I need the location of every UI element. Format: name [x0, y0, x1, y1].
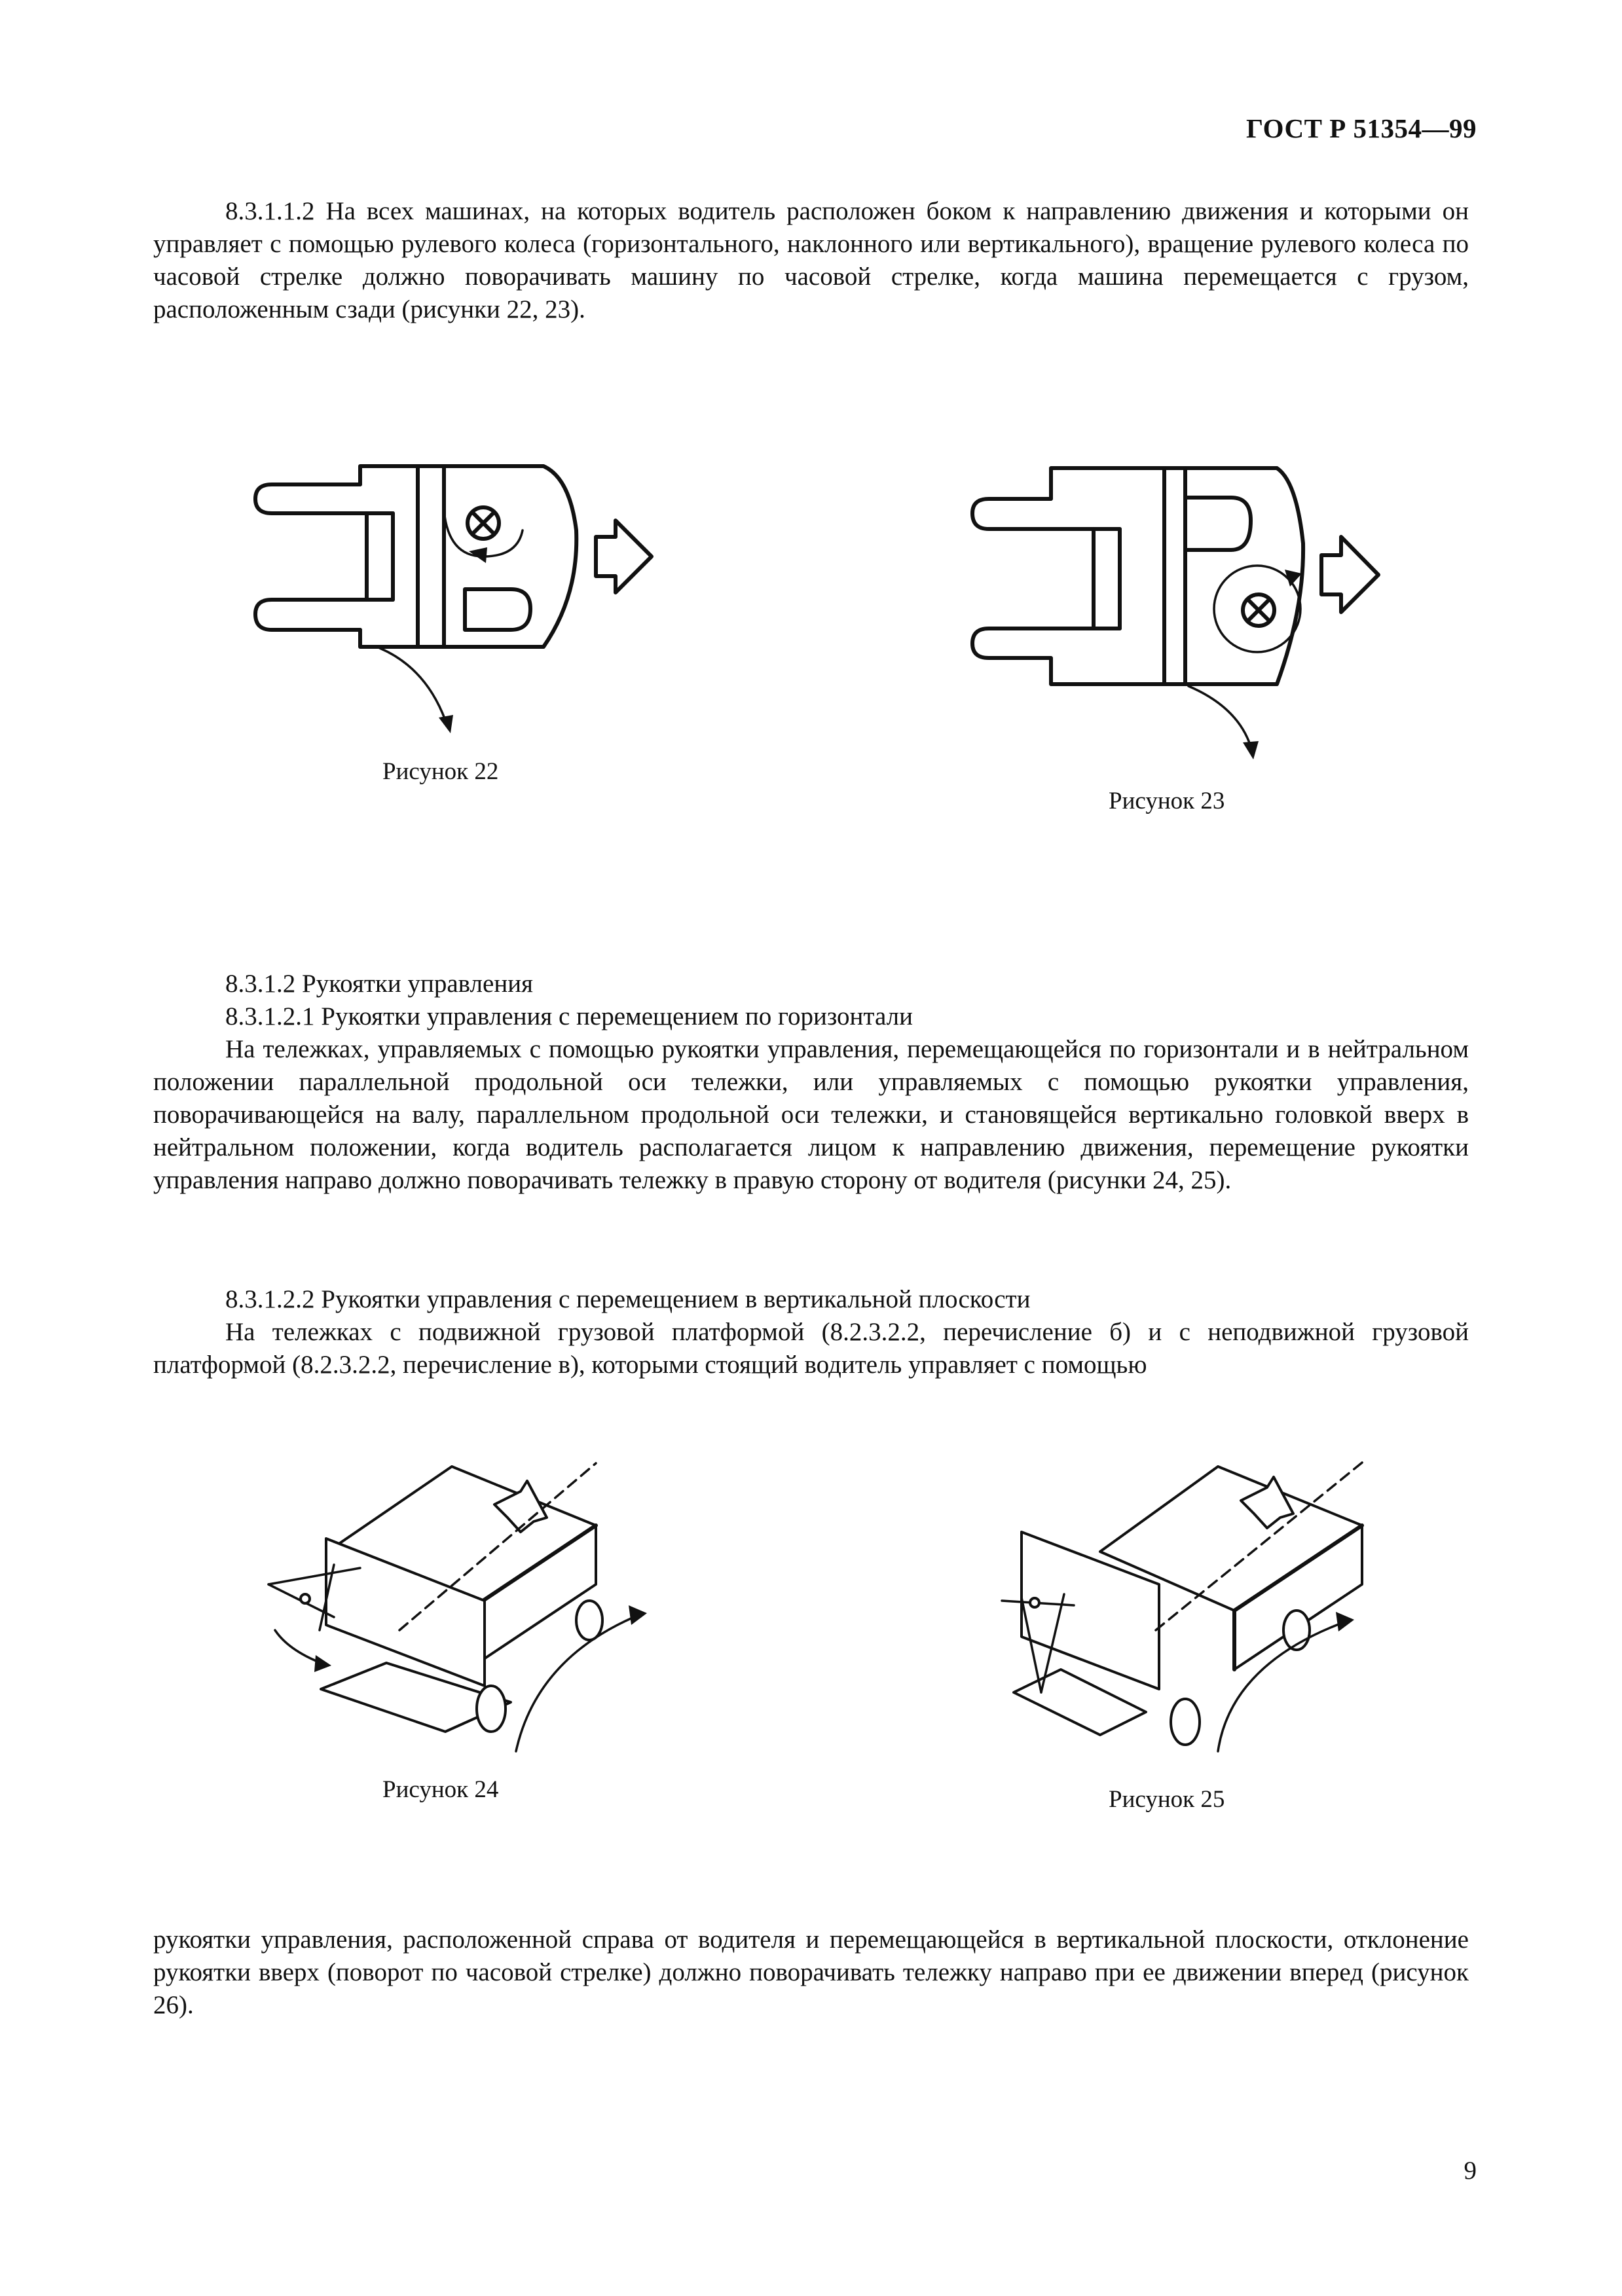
- paragraph: 8.3.1.2 Рукоятки управления: [225, 970, 533, 998]
- figure-25-caption: Рисунок 25: [1109, 1786, 1225, 1813]
- figure-22-caption: Рисунок 22: [382, 758, 499, 785]
- section-continuation: [153, 1923, 1469, 2022]
- figure-25-drawing: [982, 1453, 1401, 1755]
- paragraph: рукоятки управления, расположенной справа от водителя и перемещающейся в вертикальной плоскости, отклонение рукоятки вверх (поворот по часовой стрелке) должно поворачивать тележку направо при ее движении вперед (рисунок 26).: [153, 1925, 1469, 2019]
- paragraph: На тележках, управляемых с помощью рукоятки управления, перемещающейся по горизонтали и в нейтральном положении параллельной продольной оси тележки, или управляемых с помощью рукоятки управления, поворачивающейся на валу, параллельном продольной оси тележки, и становящейся вертикально головкой вверх в нейтральном положении, когда водитель располагается лицом к направлению движения, перемещение рукоятки управления направо должно поворачивать тележку в правую сторону от водителя (рисунки 24, 25).: [153, 1035, 1469, 1194]
- figure-22-drawing: [242, 458, 674, 740]
- section-8-3-1-1-2: [153, 195, 1469, 326]
- figure-24-drawing: [242, 1453, 648, 1755]
- paragraph: На тележках с подвижной грузовой платформой (8.2.3.2.2, перечисление б) и с неподвижной грузовой платформой (8.2.3.2.2, перечисление в), которыми стоящий водитель управляет с помощью: [153, 1318, 1469, 1379]
- paragraph: 8.3.1.1.2 На всех машинах, на которых водитель расположен боком к направлению движения и которыми он управляет с помощью рулевого колеса (горизонтального, наклонного или вертикального), вращение рулевого колеса по часовой стрелке должно поворачивать машину по часовой стрелке, когда машина перемещается с грузом, расположенным сзади (рисунки 22, 23).: [153, 197, 1469, 323]
- figure-23-caption: Рисунок 23: [1109, 788, 1225, 814]
- paragraph: 8.3.1.2.1 Рукоятки управления с перемещением по горизонтали: [225, 1002, 913, 1030]
- paragraph: 8.3.1.2.2 Рукоятки управления с перемещением в вертикальной плоскости: [225, 1285, 1031, 1313]
- section-8-3-1-2-2: [153, 1283, 1469, 1381]
- page-number: 9: [1464, 2157, 1477, 2185]
- figure-23-drawing: [963, 458, 1395, 766]
- section-8-3-1-2: [153, 968, 1469, 1197]
- figure-24-caption: Рисунок 24: [382, 1776, 499, 1803]
- standard-header: ГОСТ Р 51354—99: [1246, 113, 1477, 143]
